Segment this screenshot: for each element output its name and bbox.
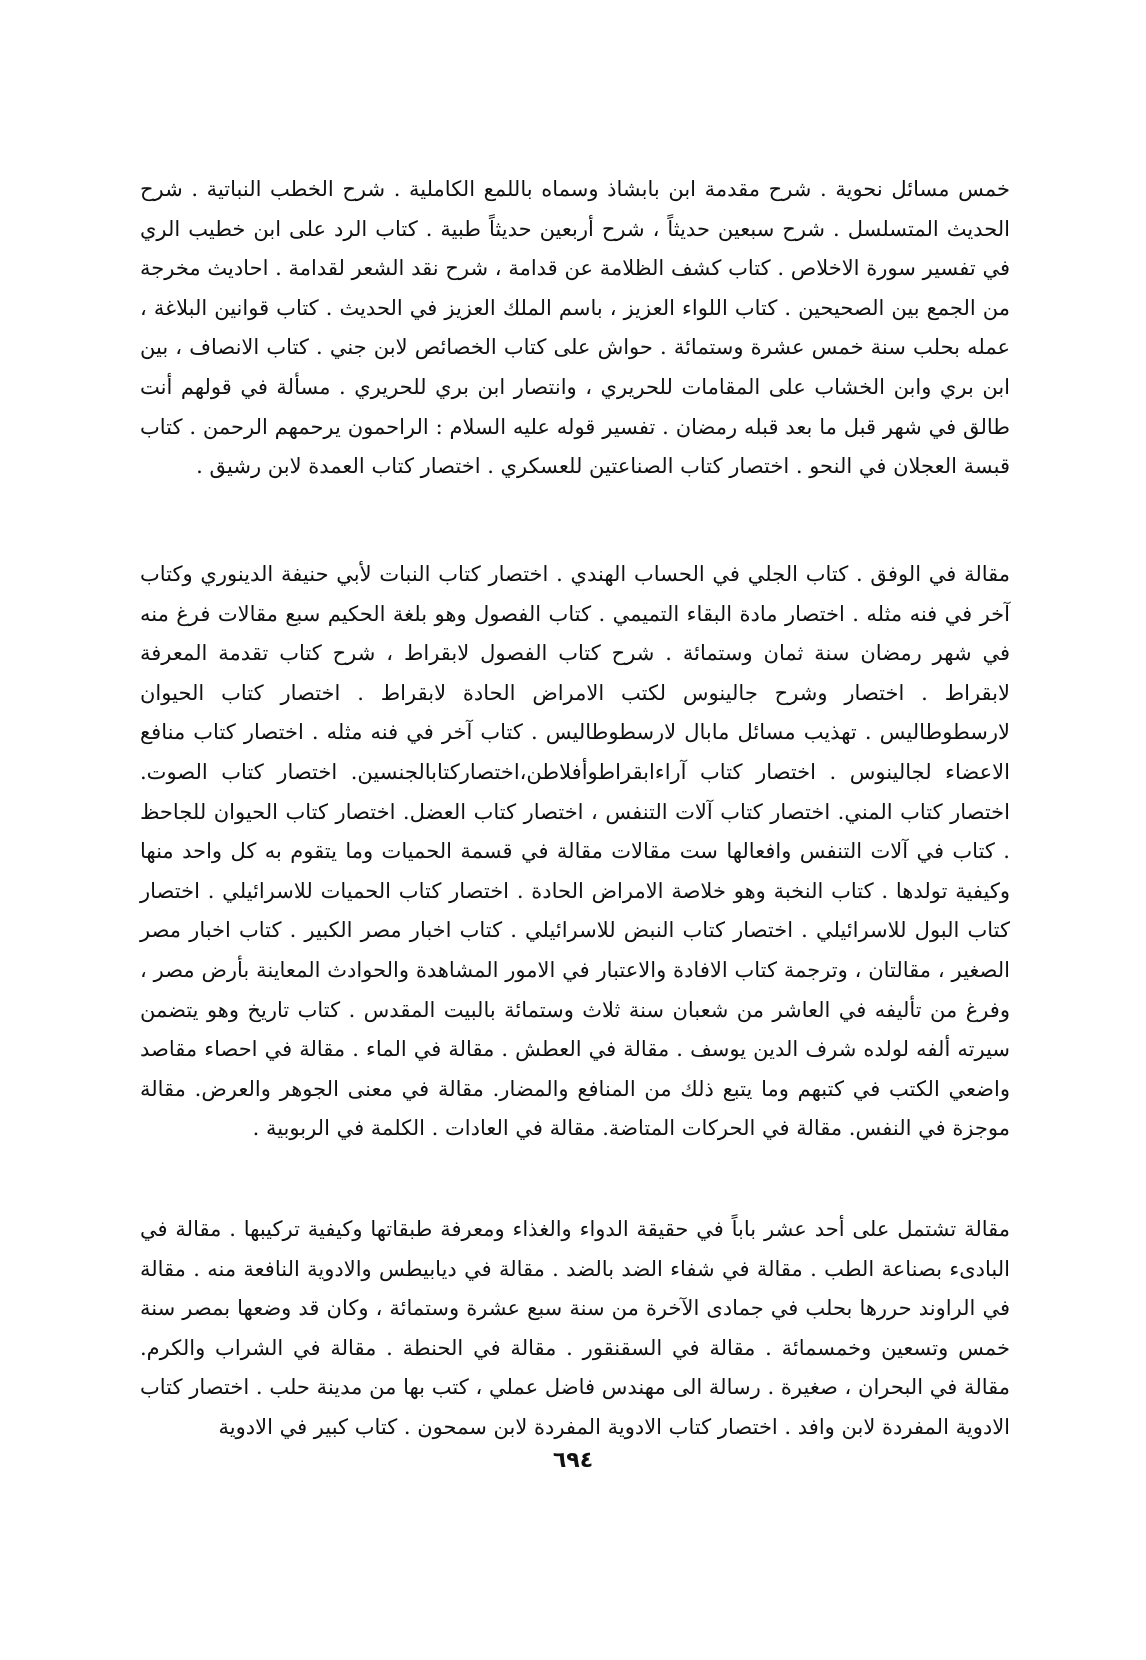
paragraph-3: مقالة تشتمل على أحد عشر باباً في حقيقة الدواء والغذاء ومعرفة طبقاتها وكيفية تركيبها . مقالة في البادىء بصناعة الطب . مقالة في شفاء الضد بالضد . مقالة في ديابيطس والادوية النافعة منه . مقالة في الراوند حررها بحلب في جمادى الآخرة من سنة سبع عشرة وستمائة ، وكان قد وضعها بمصر سنة خمس وتسعين وخمسمائة . مقالة في السقنقور . مقالة في الحنطة . مقالة في الشراب والكرم. مقالة في البحران ، صغيرة . رسالة الى مهندس فاضل عملي ، كتب بها من مدينة حلب . اختصار كتاب الادوية المفردة لابن وافد . اختصار كتاب الادوية المفردة لابن سمحون . كتاب كبير في الادوية	[140, 1217, 1010, 1439]
page-number: ٦٩٤	[552, 1448, 594, 1473]
paragraph-1: خمس مسائل نحوية . شرح مقدمة ابن بابشاذ وسماه باللمع الكاملية . شرح الخطب النباتية . شرح الحديث المتسلسل . شرح سبعين حديثاً ، شرح أربعين حديثاً طبية . كتاب الرد على ابن خطيب الري في تفسير سورة الاخلاص . كتاب كشف الظلامة عن قدامة ، شرح نقد الشعر لقدامة . احاديث مخرجة من الجمع بين الصحيحين . كتاب اللواء العزيز ، باسم الملك العزيز في الحديث . كتاب قوانين البلاغة ، عمله بحلب سنة خمس عشرة وستمائة . حواش على كتاب الخصائص لابن جني . كتاب الانصاف ، بين ابن بري وابن الخشاب على المقامات للحريري ، وانتصار ابن بري للحريري . مسألة في قولهم أنت طالق في شهر قبل ما بعد قبله رمضان . تفسير قوله عليه السلام : الراحمون يرحمهم الرحمن . كتاب قبسة العجلان في النحو . اختصار كتاب الصناعتين للعسكري . اختصار كتاب العمدة لابن رشيق .	[140, 177, 1010, 479]
paragraph-2: مقالة في الوفق . كتاب الجلي في الحساب الهندي . اختصار كتاب النبات لأبي حنيفة الدينوري وكتاب آخر في فنه مثله . اختصار مادة البقاء التميمي . كتاب الفصول وهو بلغة الحكيم سبع مقالات فرغ منه في شهر رمضان سنة ثمان وستمائة . شرح كتاب الفصول لابقراط ، شرح كتاب تقدمة المعرفة لابقراط . اختصار وشرح جالينوس لكتب الامراض الحادة لابقراط . اختصار كتاب الحيوان لارسطوطاليس . تهذيب مسائل مابال لارسطوطاليس . كتاب آخر في فنه مثله . اختصار كتاب منافع الاعضاء لجالينوس . اختصار كتاب آراءابقراطوأفلاطن،اختصاركتابالجنسين. اختصار كتاب الصوت. اختصار كتاب المني. اختصار كتاب آلات التنفس ، اختصار كتاب العضل. اختصار كتاب الحيوان للجاحظ . كتاب في آلات التنفس وافعالها ست مقالات مقالة في قسمة الحميات وما يتقوم به كل واحد منها وكيفية تولدها . كتاب النخبة وهو خلاصة الامراض الحادة . اختصار كتاب الحميات للاسرائيلي . اختصار كتاب البول للاسرائيلي . اختصار كتاب النبض للاسرائيلي . كتاب اخبار مصر الكبير . كتاب اخبار مصر الصغير ، مقالتان ، وترجمة كتاب الافادة والاعتبار في الامور المشاهدة والحوادث المعاينة بأرض مصر ، وفرغ من تأليفه في العاشر من شعبان سنة ثلاث وستمائة بالبيت المقدس . كتاب تاريخ وهو يتضمن سيرته ألفه لولده شرف الدين يوسف . مقالة في العطش . مقالة في الماء . مقالة في احصاء مقاصد واضعي الكتب في كتبهم وما يتبع ذلك من المنافع والمضار. مقالة في معنى الجوهر والعرض. مقالة موجزة في النفس. مقالة في الحركات المتاضة. مقالة في العادات . الكلمة في الربوبية .	[140, 562, 1010, 1141]
